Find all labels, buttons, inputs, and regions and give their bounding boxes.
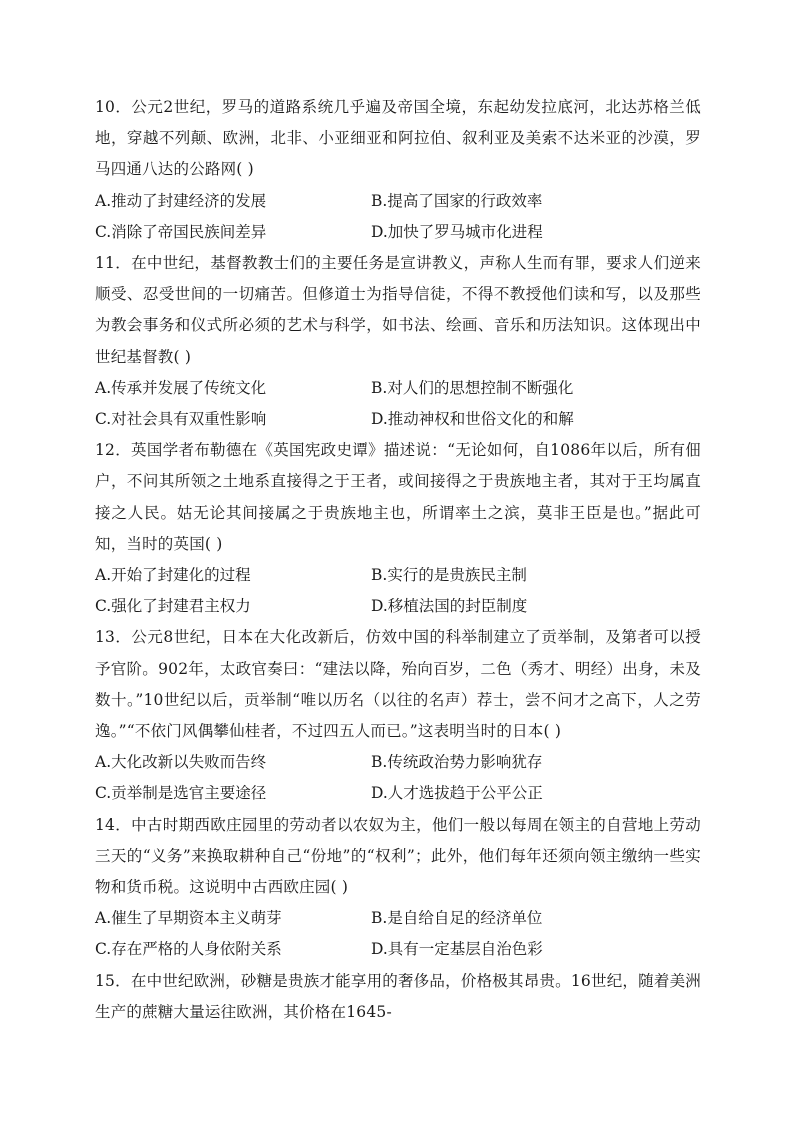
- option-a[interactable]: A.催生了早期资本主义萌芽: [95, 909, 282, 928]
- question-stem: 14．中古时期西欧庄园里的劳动者以农奴为主，他们一般以每周在领主的自营地上劳动三天的“义务”来换取耕种自己“份地”的“权利”；此外，他们每年还须向领主缴纳一些实物和货币税。这说明中古西欧庄园( ): [95, 815, 701, 897]
- option-a[interactable]: A.大化改新以失败而告终: [95, 753, 267, 772]
- option-d[interactable]: D.推动神权和世俗文化的和解: [371, 410, 574, 429]
- option-b[interactable]: B.传统政治势力影响犹存: [371, 753, 543, 772]
- option-a[interactable]: A.推动了封建经济的发展: [95, 191, 267, 210]
- option-a[interactable]: A.传承并发展了传统文化: [95, 378, 267, 397]
- options-grid: [95, 186, 701, 248]
- option-d[interactable]: D.具有一定基层自治色彩: [371, 940, 543, 959]
- option-c[interactable]: C.对社会具有双重性影响: [95, 410, 267, 429]
- question-stem: 12．英国学者布勒德在《英国宪政史谭》描述说：“无论如何，自1086年以后，所有佃户，不问其所领之土地系直接得之于王者，或间接得之于贵族地主者，其对于王均属直接之人民。姑无论其间接属之于贵族地主也，所谓率土之滨，莫非王臣是也。”据此可知，当时的英国( ): [95, 441, 701, 553]
- option-a[interactable]: A.开始了封建化的过程: [95, 566, 251, 585]
- option-b[interactable]: B.是自给自足的经济单位: [371, 909, 543, 928]
- option-b[interactable]: B.提高了国家的行政效率: [371, 191, 543, 210]
- question-stem: 11．在中世纪，基督教教士们的主要任务是宣讲教义，声称人生而有罪，要求人们逆来顺受、忍受世间的一切痛苦。但修道士为指导信徒，不得不教授他们读和写，以及那些为教会事务和仪式所必须的艺术与科学，如书法、绘画、音乐和历法知识。这体现出中世纪基督教( ): [95, 254, 701, 366]
- question-13: [95, 622, 701, 809]
- option-c[interactable]: C.消除了帝国民族间差异: [95, 222, 267, 241]
- question-12: [95, 435, 701, 622]
- question-stem: 15．在中世纪欧洲，砂糖是贵族才能享用的奢侈品，价格极其昂贵。16世纪，随着美洲生产的蔗糖大量运往欧洲，其价格在1645-: [95, 971, 701, 1021]
- option-b[interactable]: B.实行的是贵族民主制: [371, 566, 527, 585]
- options-grid: [95, 373, 701, 435]
- question-11: [95, 248, 701, 435]
- option-c[interactable]: C.强化了封建君主权力: [95, 597, 251, 616]
- question-14: [95, 810, 701, 966]
- option-d[interactable]: D.加快了罗马城市化进程: [371, 222, 543, 241]
- option-d[interactable]: D.移植法国的封臣制度: [371, 597, 528, 616]
- options-grid: [95, 903, 701, 965]
- options-grid: [95, 747, 701, 809]
- question-15: [95, 966, 701, 1028]
- exam-page: [95, 92, 701, 1028]
- option-c[interactable]: C.存在严格的人身依附关系: [95, 940, 282, 959]
- options-grid: [95, 560, 701, 622]
- option-d[interactable]: D.人才选拔趋于公平公正: [371, 784, 543, 803]
- question-stem: 13．公元8世纪，日本在大化改新后，仿效中国的科举制建立了贡举制，及第者可以授予官阶。902年，太政官奏曰：“建法以降，殆向百岁，二色（秀才、明经）出身，未及数十。”10世纪以后，贡举制“唯以历名（以往的名声）荐士，尝不问才之高下，人之劳逸。”“不依门风偶攀仙桂者，不过四五人而已。”这表明当时的日本( ): [95, 628, 701, 741]
- option-c[interactable]: C.贡举制是选官主要途径: [95, 784, 267, 803]
- question-stem: 10．公元2世纪，罗马的道路系统几乎遍及帝国全境，东起幼发拉底河，北达苏格兰低地，穿越不列颠、欧洲，北非、小亚细亚和阿拉伯、叙利亚及美索不达米亚的沙漠，罗马四通八达的公路网( ): [95, 98, 701, 179]
- option-b[interactable]: B.对人们的思想控制不断强化: [371, 378, 574, 397]
- question-10: [95, 92, 701, 248]
